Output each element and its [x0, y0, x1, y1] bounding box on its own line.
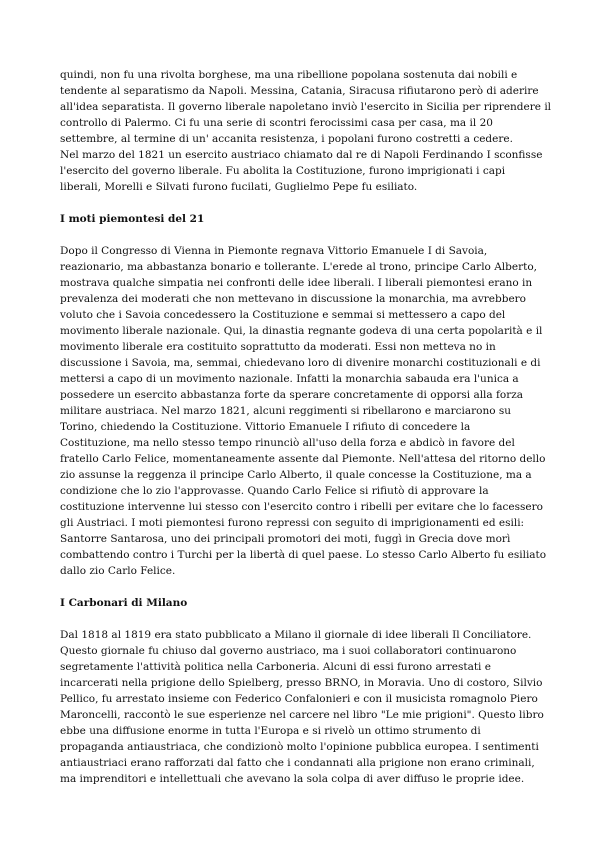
text-line: liberali, Morelli e Silvati furono fucilati, Guglielmo Pepe fu esiliato. — [60, 181, 418, 193]
text-line: Costituzione, ma nello stesso tempo rinunciò all'uso della forza e abdicò in favore del — [60, 437, 515, 449]
text-line: Dal 1818 al 1819 era stato pubblicato a Milano il giornale di idee liberali Il Conciliatore. — [60, 629, 532, 641]
text-line: discussione i Savoia, ma, semmai, chiedevano loro di divenire monarchi costituzionali e di — [60, 357, 541, 369]
paragraph-carbonari-milan — [60, 627, 548, 787]
text-line: movimento liberale nazionale. Qui, la dinastia regnante godeva di una certa popolarità e il — [60, 325, 543, 337]
text-line: ebbe una diffusione enorme in tutta l'Europa e si rivelò un ottimo strumento di — [60, 725, 481, 737]
text-line: reazionario, ma abbastanza bonario e tollerante. L'erede al trono, principe Carlo Alberto, — [60, 261, 537, 273]
text-line: segretamente l'attività politica nella Carboneria. Alcuni di essi furono arrestati e — [60, 661, 491, 673]
text-line: Maroncelli, raccontò le sue esperienze nel carcere nel libro "Le mie prigioni". Questo libro — [60, 709, 544, 721]
text-line: Dopo il Congresso di Vienna in Piemonte regnava Vittorio Emanuele I di Savoia, — [60, 245, 488, 257]
text-line: antiaustriaci erano rafforzati dal fatto che i condannati alla prigione non erano criminali, — [60, 757, 535, 769]
paragraph-spacer — [60, 611, 548, 627]
text-line: propaganda antiaustriaca, che condizionò molto l'opinione pubblica europea. I sentimenti — [60, 741, 539, 753]
text-line: Questo giornale fu chiuso dal governo austriaco, ma i suoi collaboratori continuarono — [60, 645, 517, 657]
text-line: tendente al separatismo da Napoli. Messina, Catania, Siracusa rifiutarono però di aderire — [60, 85, 539, 97]
paragraph-sicilian-revolt — [60, 67, 552, 195]
text-line: mettersi a capo di un movimento nazionale. Infatti la monarchia sabauda era l'unica a — [60, 373, 519, 385]
text-line: ma imprenditori e intellettuali che avevano la sola colpa di aver diffuso le proprie idee. — [60, 773, 525, 785]
text-line: quindi, non fu una rivolta borghese, ma una ribellione popolana sostenuta dai nobili e — [60, 69, 518, 81]
text-line: gli Austriaci. I moti piemontesi furono repressi con seguito di imprigionamenti ed esili: — [60, 517, 525, 529]
text-line: dallo zio Carlo Felice. — [60, 565, 176, 577]
text-line: mostrava qualche simpatia nei confronti delle idee liberali. I liberali piemontesi erano in — [60, 277, 533, 289]
text-line: Nel marzo del 1821 un esercito austriaco chiamato dal re di Napoli Ferdinando I sconfisse — [60, 149, 543, 161]
text-line: prevalenza dei moderati che non mettevano in discussione la monarchia, ma avrebbero — [60, 293, 526, 305]
paragraph-piedmont-uprisings — [60, 243, 548, 579]
text-line: all'idea separatista. Il governo liberale napoletano inviò l'esercito in Sicilia per riprendere il — [60, 101, 552, 113]
text-line: settembre, al termine di un' accanita resistenza, i popolani furono costretti a cedere. — [60, 133, 513, 145]
text-line: zio assunse la reggenza il principe Carlo Alberto, il quale concesse la Costituzione, ma a — [60, 469, 532, 481]
text-line: fratello Carlo Felice, momentaneamente assente dal Piemonte. Nell'attesa del ritorno dello — [60, 453, 546, 465]
text-line: condizione che lo zio l'approvasse. Quando Carlo Felice si rifiutò di approvare la — [60, 485, 489, 497]
text-line: incarcerati nella prigione dello Spielberg, presso BRNO, in Moravia. Uno di costoro, Silvio — [60, 677, 543, 689]
text-line: voluto che i Savoia concedessero la Costituzione e semmai si mettessero a capo del — [60, 309, 506, 321]
paragraph-spacer — [60, 195, 548, 211]
text-line: Santorre Santarosa, uno dei principali promotori dei moti, fuggì in Grecia dove morì — [60, 533, 511, 545]
text-line: militare austriaca. Nel marzo 1821, alcuni reggimenti si ribellarono e marciarono su — [60, 405, 512, 417]
text-line: possedere un esercito abbastanza forte da sperare concretamente di opporsi alla forza — [60, 389, 524, 401]
text-line: costituzione intervenne lui stesso con l'esercito contro i ribelli per evitare che lo facessero — [60, 501, 543, 513]
text-line: combattendo contro i Turchi per la libertà di quel paese. Lo stesso Carlo Alberto fu esiliato — [60, 549, 547, 561]
section-heading-piedmont: I moti piemontesi del 21 — [60, 213, 205, 225]
text-line: Torino, chiedendo la Costituzione. Vittorio Emanuele I rifiuto di concedere la — [60, 421, 471, 433]
text-line: Pellico, fu arrestato insieme con Federico Confalonieri e con il musicista romagnolo Piero — [60, 693, 538, 705]
section-heading-carbonari: I Carbonari di Milano — [60, 597, 188, 609]
text-line: controllo di Palermo. Ci fu una serie di scontri ferocissimi casa per casa, ma il 20 — [60, 117, 493, 129]
document-page — [60, 67, 552, 787]
paragraph-spacer — [60, 579, 548, 595]
text-line: movimento liberale era costituito soprattutto da moderati. Essi non metteva no in — [60, 341, 496, 353]
text-line: l'esercito del governo liberale. Fu abolita la Costituzione, furono imprigionati i capi — [60, 165, 506, 177]
paragraph-spacer — [60, 227, 548, 243]
